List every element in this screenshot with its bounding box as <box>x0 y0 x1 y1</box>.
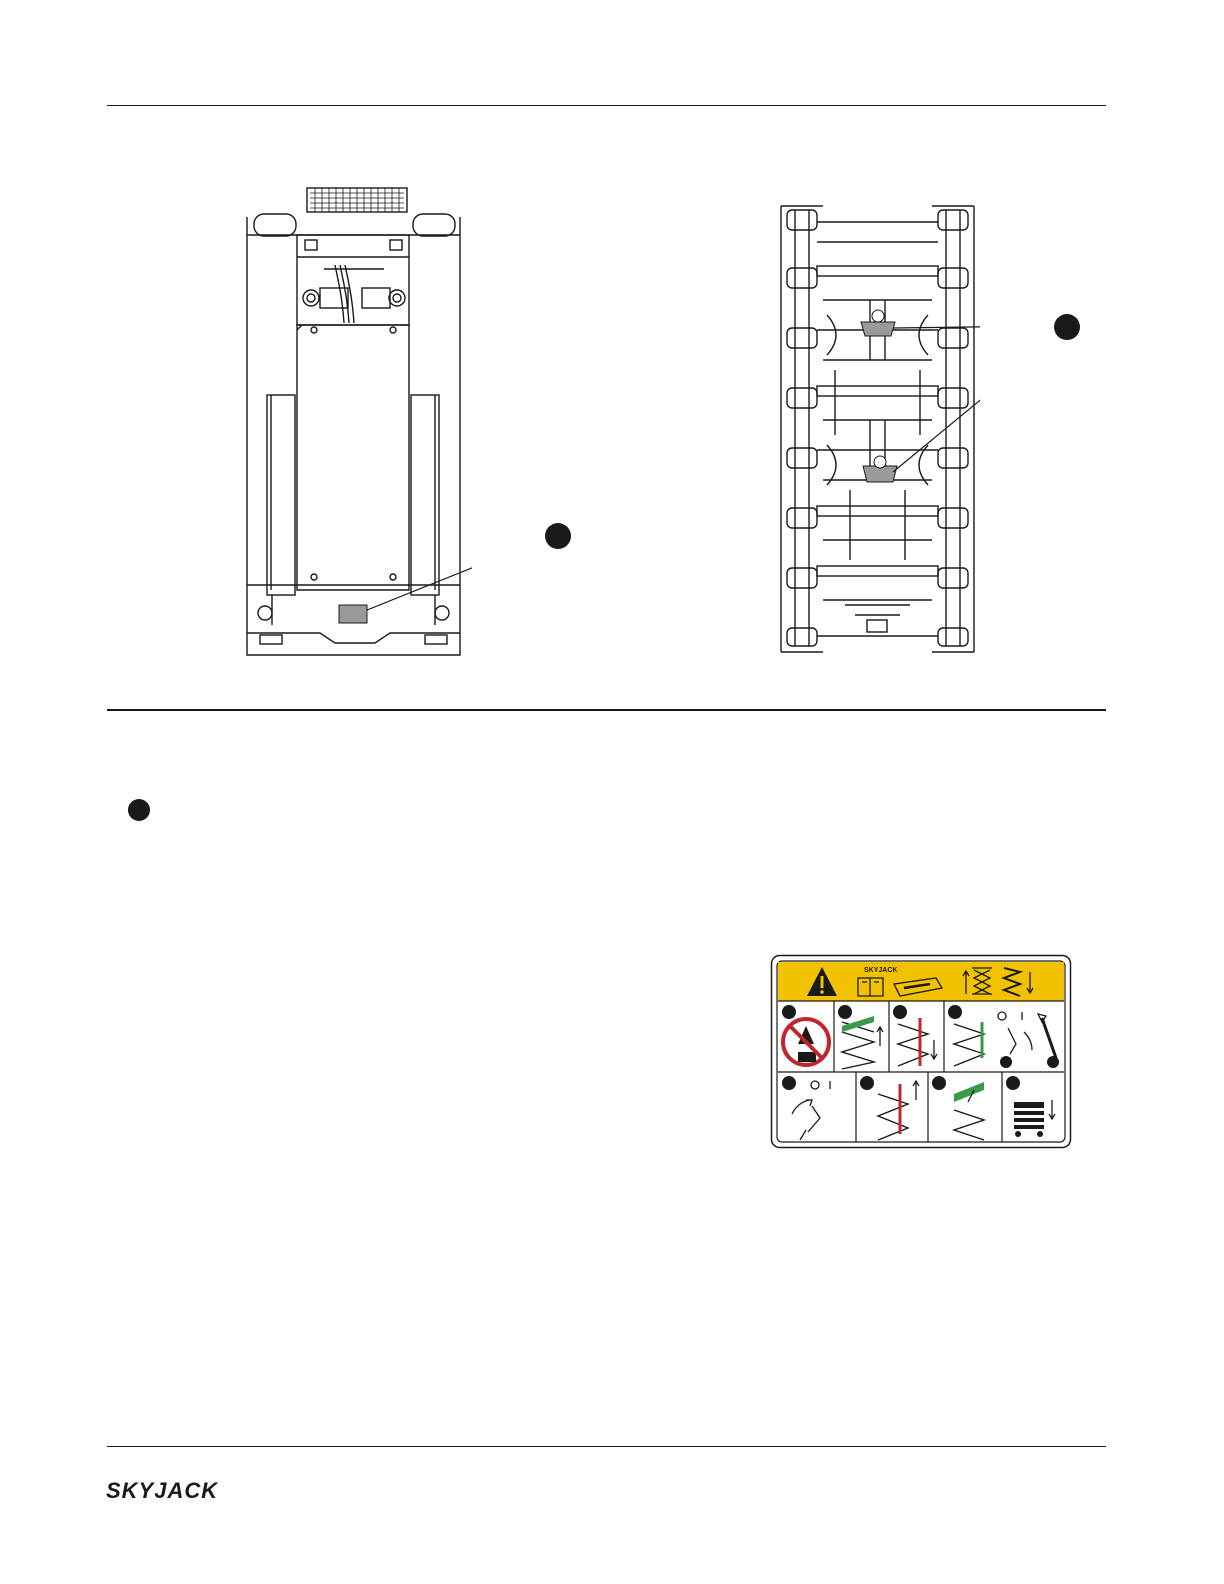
lowering-procedure-decal <box>770 954 1072 1149</box>
footer-rule <box>107 1446 1106 1447</box>
callout-marker-1 <box>545 523 571 549</box>
footer-logo-text: SKYJACK <box>106 1478 219 1503</box>
header-rule <box>107 105 1106 106</box>
chassis-top-view-figure <box>240 185 472 660</box>
callout-marker-2 <box>1054 314 1080 340</box>
footer-logo <box>106 1478 218 1504</box>
scissor-stack-top-view-figure <box>775 200 980 660</box>
decal-brand: SKYJACK <box>864 967 898 974</box>
section-rule <box>107 709 1106 711</box>
item-marker <box>128 799 150 821</box>
